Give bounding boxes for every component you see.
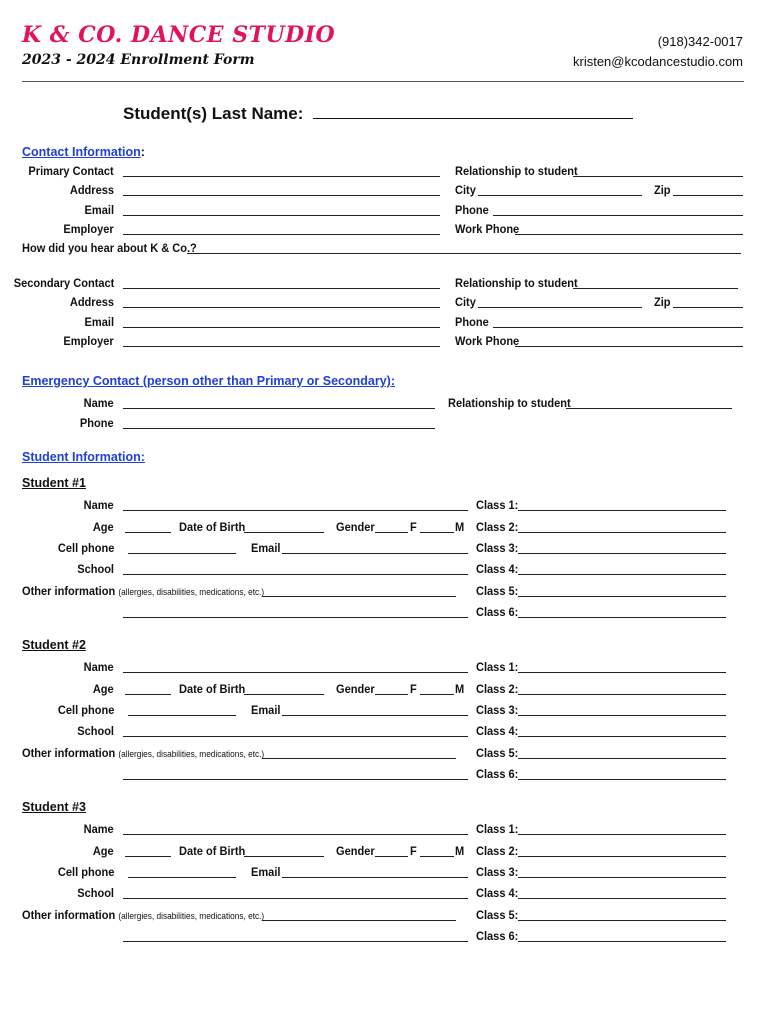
primary-email-field[interactable] xyxy=(123,215,440,216)
secondary-address-field[interactable] xyxy=(123,307,440,308)
primary-city-field[interactable] xyxy=(478,195,642,196)
student-1-class-4-label: Class 4: xyxy=(476,562,519,576)
student-3-class-1-field[interactable] xyxy=(518,834,726,835)
emergency-relationship-field[interactable] xyxy=(566,408,732,409)
student-3-class-3-label: Class 3: xyxy=(476,865,519,879)
students-last-name-row xyxy=(123,104,633,124)
student-3-name-label: Name xyxy=(83,822,114,836)
student-2-dob-label: Date of Birth xyxy=(179,682,246,696)
primary-phone-field[interactable] xyxy=(493,215,743,216)
student-2-other-info-text: Other information xyxy=(22,746,116,760)
studio-phone: (918)342-0017 xyxy=(657,34,743,49)
student-1-class-3-label: Class 3: xyxy=(476,541,519,555)
students-last-name-field[interactable] xyxy=(313,104,633,119)
student-1-email-label: Email xyxy=(251,541,281,555)
emergency-phone-label: Phone xyxy=(80,416,114,430)
contact-heading xyxy=(22,143,145,161)
secondary-email-field[interactable] xyxy=(123,327,440,328)
student-2-gender-f-label: F xyxy=(410,682,417,696)
student-3-other-info-field-2[interactable] xyxy=(123,941,468,942)
student-3-gender-m-field[interactable] xyxy=(420,856,454,857)
student-1-class-4-field[interactable] xyxy=(518,574,726,575)
student-3-email-label: Email xyxy=(251,865,281,879)
primary-city-label: City xyxy=(455,183,476,197)
student-3-gender-m-label: M xyxy=(455,844,465,858)
student-2-name-field[interactable] xyxy=(123,672,468,673)
student-2-gender-m-label: M xyxy=(455,682,465,696)
student-1-class-2-label: Class 2: xyxy=(476,520,519,534)
student-2-class-1-field[interactable] xyxy=(518,672,726,673)
primary-address-field[interactable] xyxy=(123,195,440,196)
student-3-other-info-field-1[interactable] xyxy=(262,920,456,921)
student-2-other-info-field-2[interactable] xyxy=(123,779,468,780)
student-1-gender-f-label: F xyxy=(410,520,417,534)
student-1-gender-f-field[interactable] xyxy=(375,532,408,533)
studio-name: K & CO. DANCE STUDIO xyxy=(22,22,336,48)
how-heard-label: How did you hear about K & Co.? xyxy=(22,241,197,255)
secondary-city-field[interactable] xyxy=(478,307,642,308)
student-1-class-2-field[interactable] xyxy=(518,532,726,533)
secondary-email-label: Email xyxy=(84,315,114,329)
student-2-name-label: Name xyxy=(83,660,114,674)
student-3-cell-label: Cell phone xyxy=(57,865,114,879)
emergency-heading: Emergency Contact (person other than Primary or Secondary): xyxy=(22,374,396,388)
studio-email: kristen@kcodancestudio.com xyxy=(573,54,743,69)
student-2-school-field[interactable] xyxy=(123,736,468,737)
student-3-other-info-label xyxy=(22,908,264,922)
student-3-class-4-label: Class 4: xyxy=(476,886,519,900)
student-1-school-label: School xyxy=(77,562,114,576)
student-3-age-field[interactable] xyxy=(125,856,171,857)
contact-heading-text: Contact Information xyxy=(22,145,141,159)
student-1-age-label: Age xyxy=(93,520,114,534)
student-1-name-field[interactable] xyxy=(123,510,468,511)
student-2-class-3-field[interactable] xyxy=(518,715,726,716)
primary-email-label: Email xyxy=(84,203,114,217)
student-3-class-3-field[interactable] xyxy=(518,877,726,878)
primary-employer-label: Employer xyxy=(63,222,114,236)
student-2-class-2-label: Class 2: xyxy=(476,682,519,696)
student-2-gender-f-field[interactable] xyxy=(375,694,408,695)
student-3-class-5-label: Class 5: xyxy=(476,908,519,922)
emergency-name-label: Name xyxy=(83,396,114,410)
student-2-class-4-label: Class 4: xyxy=(476,724,519,738)
primary-zip-label: Zip xyxy=(654,183,671,197)
primary-phone-label: Phone xyxy=(455,203,489,217)
form-title: 2023 - 2024 Enrollment Form xyxy=(22,52,255,68)
secondary-relationship-label: Relationship to student xyxy=(455,276,578,290)
student-2-class-2-field[interactable] xyxy=(518,694,726,695)
student-3-class-6-field[interactable] xyxy=(518,941,726,942)
student-1-gender-m-label: M xyxy=(455,520,465,534)
secondary-phone-field[interactable] xyxy=(493,327,743,328)
student-2-class-1-label: Class 1: xyxy=(476,660,519,674)
student-2-cell-field[interactable] xyxy=(128,715,236,716)
students-last-name-label: Student(s) Last Name: xyxy=(123,104,304,123)
student-3-gender-f-label: F xyxy=(410,844,417,858)
secondary-city-label: City xyxy=(455,295,476,309)
student-2-gender-m-field[interactable] xyxy=(420,694,454,695)
student-1-other-info-label xyxy=(22,584,264,598)
student-2-class-6-label: Class 6: xyxy=(476,767,519,781)
student-1-name-label: Name xyxy=(83,498,114,512)
primary-contact-label: Primary Contact xyxy=(28,164,114,178)
student-1-gender-label: Gender xyxy=(336,520,375,534)
student-3-class-2-label: Class 2: xyxy=(476,844,519,858)
primary-work-phone-field[interactable] xyxy=(515,234,743,235)
student-1-other-info-field-1[interactable] xyxy=(262,596,456,597)
student-1-other-info-note: (allergies, disabilities, medications, etc.) xyxy=(118,587,265,597)
student-3-gender-label: Gender xyxy=(336,844,375,858)
student-1-class-6-field[interactable] xyxy=(518,617,726,618)
student-1-dob-field[interactable] xyxy=(244,532,324,533)
secondary-phone-label: Phone xyxy=(455,315,489,329)
how-heard-field[interactable] xyxy=(187,253,741,254)
student-3-name-field[interactable] xyxy=(123,834,468,835)
student-3-school-field[interactable] xyxy=(123,898,468,899)
secondary-contact-field[interactable] xyxy=(123,288,440,289)
student-2-age-label: Age xyxy=(93,682,114,696)
student-1-other-info-field-2[interactable] xyxy=(123,617,468,618)
student-2-other-info-field-1[interactable] xyxy=(262,758,456,759)
student-3-class-6-label: Class 6: xyxy=(476,929,519,943)
student-1-email-field[interactable] xyxy=(282,553,468,554)
student-3-dob-field[interactable] xyxy=(244,856,324,857)
student-1-class-5-label: Class 5: xyxy=(476,584,519,598)
student-3-class-5-field[interactable] xyxy=(518,920,726,921)
student-1-age-field[interactable] xyxy=(125,532,171,533)
student-2-other-info-note: (allergies, disabilities, medications, etc.) xyxy=(118,749,265,759)
student-3-other-info-text: Other information xyxy=(22,908,116,922)
emergency-phone-field[interactable] xyxy=(123,428,435,429)
student-3-school-label: School xyxy=(77,886,114,900)
student-3-age-label: Age xyxy=(93,844,114,858)
student-2-dob-field[interactable] xyxy=(244,694,324,695)
student-2-school-label: School xyxy=(77,724,114,738)
student-2-class-4-field[interactable] xyxy=(518,736,726,737)
student-3-email-field[interactable] xyxy=(282,877,468,878)
emergency-name-field[interactable] xyxy=(123,408,435,409)
student-1-class-1-label: Class 1: xyxy=(476,498,519,512)
student-2-class-5-field[interactable] xyxy=(518,758,726,759)
secondary-work-phone-field[interactable] xyxy=(515,346,743,347)
primary-zip-field[interactable] xyxy=(673,195,743,196)
secondary-zip-label: Zip xyxy=(654,295,671,309)
secondary-employer-label: Employer xyxy=(63,334,114,348)
student-3-dob-label: Date of Birth xyxy=(179,844,246,858)
student-1-school-field[interactable] xyxy=(123,574,468,575)
student-2-class-6-field[interactable] xyxy=(518,779,726,780)
student-2-class-3-label: Class 3: xyxy=(476,703,519,717)
student-2-class-5-label: Class 5: xyxy=(476,746,519,760)
student-3-other-info-note: (allergies, disabilities, medications, etc.) xyxy=(118,911,265,921)
student-1-cell-label: Cell phone xyxy=(57,541,114,555)
secondary-relationship-field[interactable] xyxy=(573,288,738,289)
student-2-email-field[interactable] xyxy=(282,715,468,716)
student-1-gender-m-field[interactable] xyxy=(420,532,454,533)
student-info-heading: Student Information: xyxy=(22,450,145,464)
primary-contact-field[interactable] xyxy=(123,176,440,177)
secondary-employer-field[interactable] xyxy=(123,346,440,347)
student-1-dob-label: Date of Birth xyxy=(179,520,246,534)
student-3-title: Student #3 xyxy=(22,800,86,814)
student-1-title: Student #1 xyxy=(22,476,86,490)
contact-heading-colon: : xyxy=(140,145,145,159)
primary-work-phone-label: Work Phone xyxy=(455,222,520,236)
student-3-class-4-field[interactable] xyxy=(518,898,726,899)
student-3-cell-field[interactable] xyxy=(128,877,236,878)
primary-address-label: Address xyxy=(69,183,114,197)
primary-employer-field[interactable] xyxy=(123,234,440,235)
student-2-cell-label: Cell phone xyxy=(57,703,114,717)
student-2-gender-label: Gender xyxy=(336,682,375,696)
primary-relationship-field[interactable] xyxy=(573,176,743,177)
student-2-title: Student #2 xyxy=(22,638,86,652)
secondary-work-phone-label: Work Phone xyxy=(455,334,520,348)
student-3-class-2-field[interactable] xyxy=(518,856,726,857)
student-1-cell-field[interactable] xyxy=(128,553,236,554)
secondary-address-label: Address xyxy=(69,295,114,309)
student-2-other-info-label xyxy=(22,746,264,760)
student-1-class-1-field[interactable] xyxy=(518,510,726,511)
student-3-class-1-label: Class 1: xyxy=(476,822,519,836)
secondary-contact-label: Secondary Contact xyxy=(13,276,114,290)
student-2-email-label: Email xyxy=(251,703,281,717)
emergency-relationship-label: Relationship to student xyxy=(448,396,571,410)
header-divider xyxy=(22,81,744,82)
student-2-age-field[interactable] xyxy=(125,694,171,695)
student-1-other-info-text: Other information xyxy=(22,584,116,598)
secondary-zip-field[interactable] xyxy=(673,307,743,308)
primary-relationship-label: Relationship to student xyxy=(455,164,578,178)
student-1-class-3-field[interactable] xyxy=(518,553,726,554)
student-1-class-5-field[interactable] xyxy=(518,596,726,597)
student-3-gender-f-field[interactable] xyxy=(375,856,408,857)
student-1-class-6-label: Class 6: xyxy=(476,605,519,619)
